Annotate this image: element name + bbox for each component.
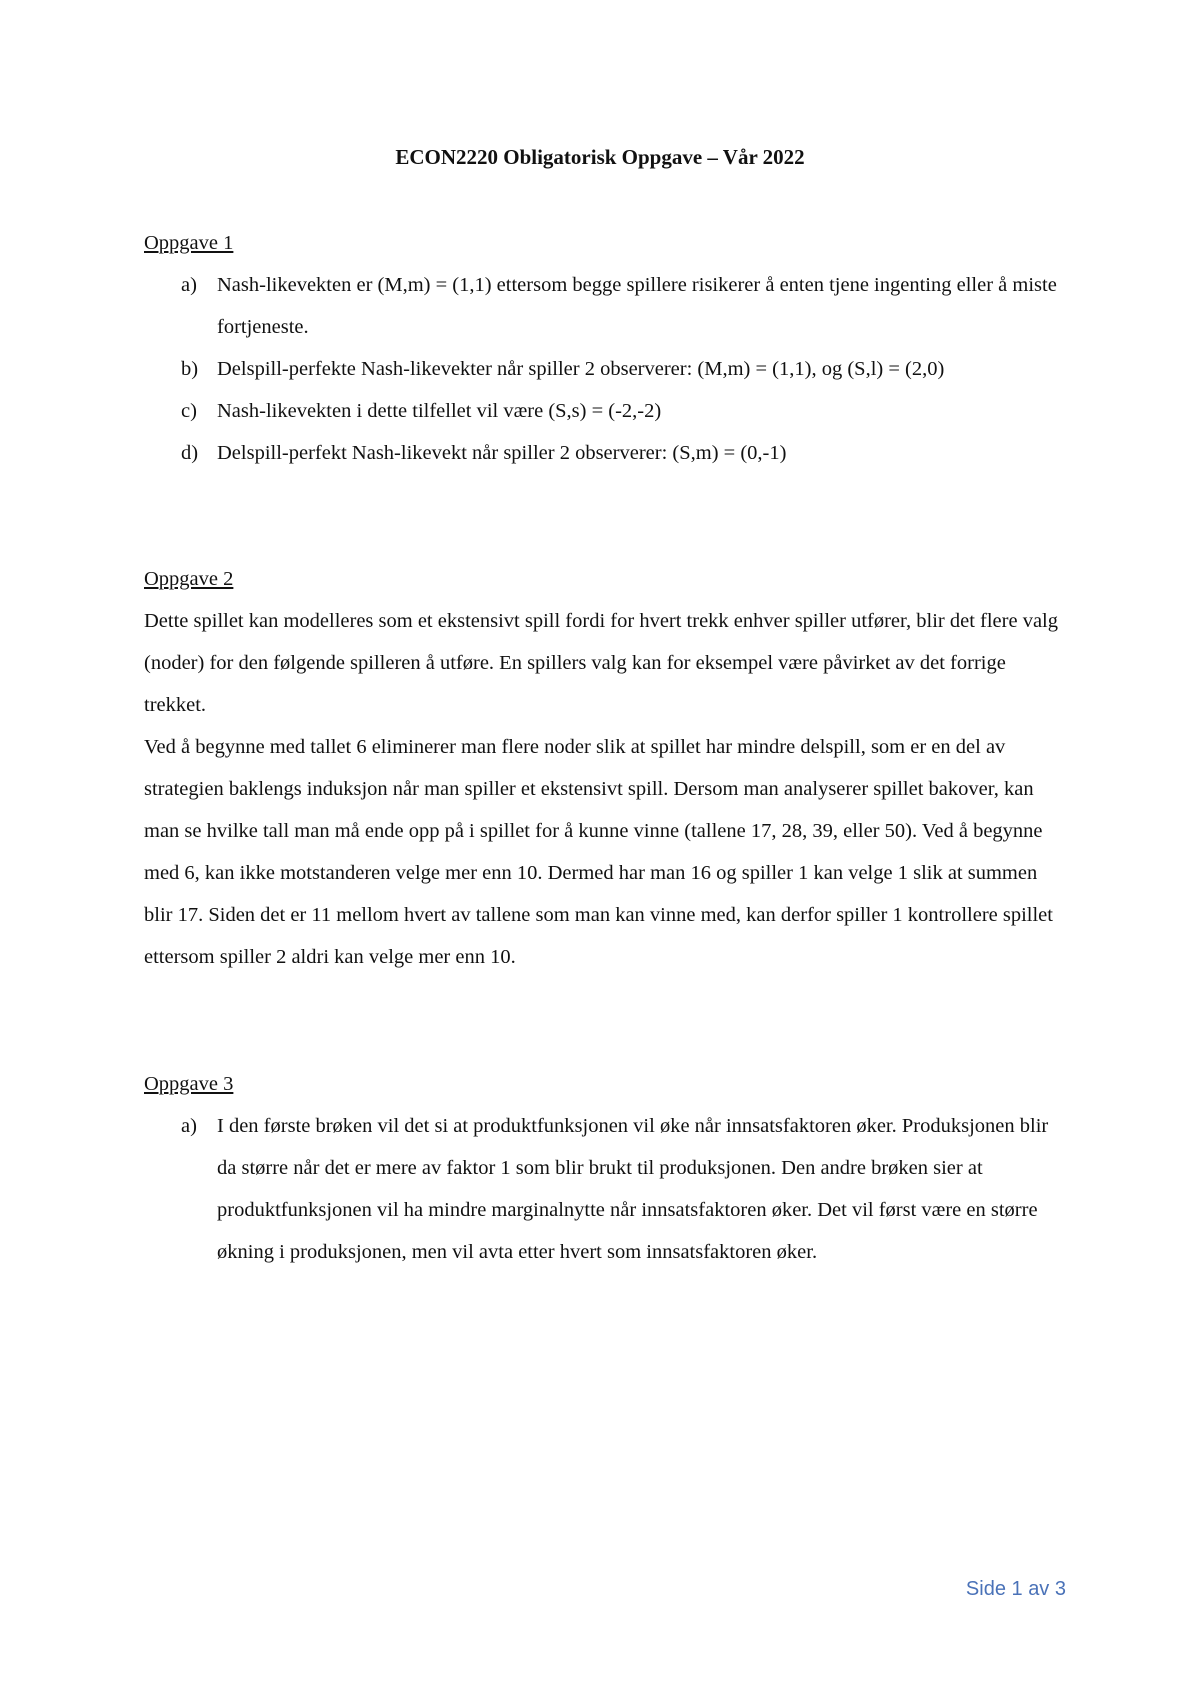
list-marker: d)	[181, 442, 199, 464]
document-title: ECON2220 Obligatorisk Oppgave – Vår 2022	[395, 145, 805, 169]
list-item	[144, 1105, 1064, 1273]
answer-list	[144, 1105, 1064, 1273]
list-item-text: Nash-likevekten er (M,m) = (1,1) ettersom begge spillere risikerer å enten tjene ingenting eller å miste fortjeneste.	[217, 274, 1057, 338]
answer-list	[144, 264, 1064, 474]
list-item-text: Nash-likevekten i dette tilfellet vil være (S,s) = (-2,-2)	[217, 400, 662, 422]
list-marker: b)	[181, 358, 199, 380]
list-item	[144, 264, 1064, 348]
list-marker: a)	[181, 1115, 197, 1137]
list-item-text: I den første brøken vil det si at produktfunksjonen vil øke når innsatsfaktoren øker. Produksjonen blir da større når det er mere av faktor 1 som blir brukt til produksjonen. Den andre brøken sier at produktfunksjonen vil ha mindre marginalnytte når innsatsfaktoren øker. Det vil først være en større økning i produksjonen, men vil avta etter hvert som innsatsfaktoren øker.	[217, 1115, 1049, 1263]
list-item	[144, 432, 1064, 474]
section-heading: Oppgave 3	[144, 1073, 234, 1095]
section-oppgave-3	[144, 1063, 1064, 1273]
list-marker: c)	[181, 400, 197, 422]
section-heading: Oppgave 1	[144, 232, 234, 254]
section-oppgave-1	[144, 222, 1064, 474]
page-number-footer: Side 1 av 3	[965, 1578, 1066, 1600]
section-oppgave-2	[144, 558, 1064, 978]
paragraph: Dette spillet kan modelleres som et ekstensivt spill fordi for hvert trekk enhver spiller utfører, blir det flere valg (noder) for den følgende spilleren å utføre. En spillers valg kan for eksempel være påvirket av det forrige trekket.	[144, 610, 1059, 716]
list-item	[144, 348, 1064, 390]
section-heading: Oppgave 2	[144, 568, 234, 590]
list-item-text: Delspill-perfekte Nash-likevekter når spiller 2 observerer: (M,m) = (1,1), og (S,l) = (2,0)	[217, 358, 945, 380]
list-item	[144, 390, 1064, 432]
list-marker: a)	[181, 274, 197, 296]
list-item-text: Delspill-perfekt Nash-likevekt når spiller 2 observerer: (S,m) = (0,-1)	[217, 442, 787, 464]
paragraph: Ved å begynne med tallet 6 eliminerer man flere noder slik at spillet har mindre delspill, som er en del av strategien baklengs induksjon når man spiller et ekstensivt spill. Dersom man analyserer spillet bakover, kan man se hvilke tall man må ende opp på i spillet for å kunne vinne (tallene 17, 28, 39, eller 50). Ved å begynne med 6, kan ikke motstanderen velge mer enn 10. Dermed har man 16 og spiller 1 kan velge 1 slik at summen blir 17. Siden det er 11 mellom hvert av tallene som man kan vinne med, kan derfor spiller 1 kontrollere spillet ettersom spiller 2 aldri kan velge mer enn 10.	[144, 736, 1053, 968]
